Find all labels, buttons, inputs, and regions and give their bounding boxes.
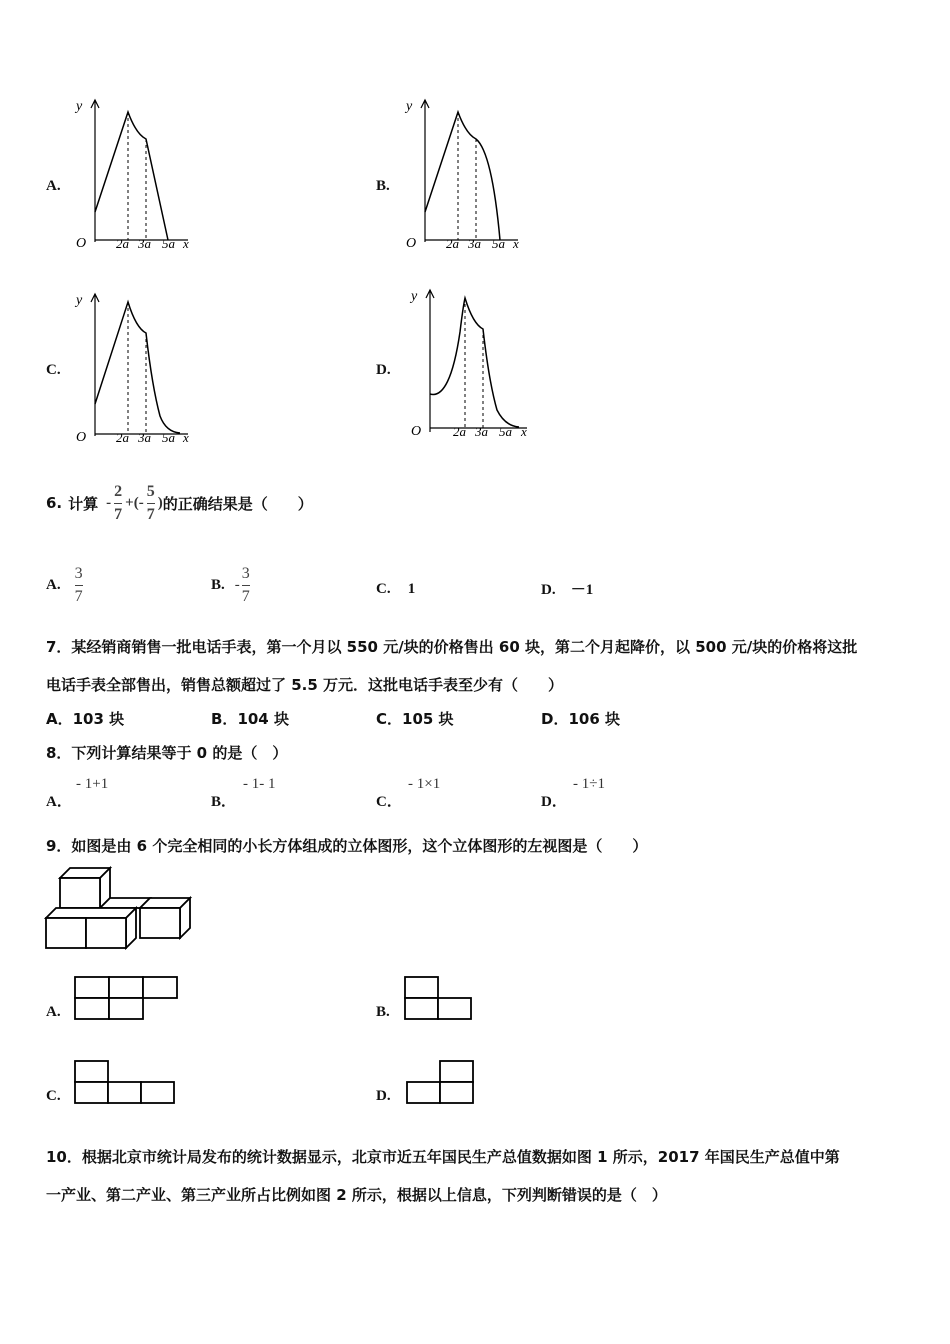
q6-expr-den1: 7 bbox=[114, 505, 123, 523]
q5-b-x-label: x bbox=[513, 236, 519, 251]
q5-a-origin: O bbox=[76, 236, 87, 251]
q5-graph-b bbox=[400, 92, 530, 254]
q9-stem: 9．如图是由 6 个完全相同的小长方体组成的立体图形，这个立体图形的左视图是（ ） bbox=[46, 837, 648, 855]
q7-option-d-label: D． bbox=[541, 710, 569, 728]
q6-option-b-sign: - bbox=[234, 576, 240, 593]
q5-a-x-label: x bbox=[183, 236, 189, 251]
q7-option-c-text: 105 块 bbox=[402, 710, 454, 728]
q5-b-tick-3a: 3a bbox=[468, 236, 481, 251]
q5-a-y-label: y bbox=[76, 99, 83, 114]
q6-stem bbox=[46, 468, 313, 538]
q5-option-b-label[interactable]: B. bbox=[376, 178, 390, 194]
q5-b-y-label: y bbox=[406, 99, 413, 114]
q8-option-c-label: C． bbox=[376, 794, 402, 810]
q6-option-c-text: 1 bbox=[407, 581, 416, 597]
q5-c-origin: O bbox=[76, 430, 87, 445]
q9-option-d-view[interactable] bbox=[404, 1058, 478, 1106]
q6-suffix: 的正确结果是（ ） bbox=[162, 494, 313, 513]
q6-expression bbox=[106, 483, 163, 523]
q8-option-b-expr: - 1- 1 bbox=[243, 776, 276, 792]
q5-d-curve bbox=[430, 298, 519, 427]
q9-option-c-label[interactable]: C. bbox=[46, 1088, 61, 1104]
q7-option-b[interactable] bbox=[211, 708, 289, 729]
q5-option-a-label[interactable]: A. bbox=[46, 178, 61, 194]
q8-option-c-expr: - 1×1 bbox=[408, 776, 441, 792]
q6-number: 6. bbox=[46, 494, 63, 512]
q5-graph-a bbox=[70, 92, 200, 254]
q6-expr-fraction-1 bbox=[114, 483, 122, 523]
q5-option-d-label[interactable]: D. bbox=[376, 362, 391, 378]
q9-option-a-label[interactable]: A. bbox=[46, 1004, 61, 1020]
q6-expr-close: ) bbox=[157, 494, 163, 511]
q9-option-b-view[interactable] bbox=[402, 974, 476, 1022]
q6-expr-plus: +(- bbox=[125, 494, 144, 511]
q5-b-tick-5a: 5a bbox=[492, 236, 505, 251]
q5-c-tick-3a: 3a bbox=[138, 430, 151, 445]
q5-c-x-label: x bbox=[183, 430, 189, 445]
q5-graph-d bbox=[405, 282, 540, 444]
q10-stem-line1: 10．根据北京市统计局发布的统计数据显示，北京市近五年国民生产总值数据如图 1 所示，2017 年国民生产总值中第 bbox=[46, 1148, 840, 1166]
q6-option-a[interactable] bbox=[46, 550, 83, 620]
q5-b-origin: O bbox=[406, 236, 417, 251]
q6-option-b-fraction bbox=[242, 565, 250, 605]
q6-option-d-label: D. bbox=[541, 582, 556, 598]
q5-a-tick-2a: 2a bbox=[116, 236, 129, 251]
q6-expr-fraction-2 bbox=[147, 483, 155, 523]
q8-option-a-label: A． bbox=[46, 794, 72, 810]
q6-option-a-den: 7 bbox=[74, 587, 83, 605]
q8-option-a-expr: - 1+1 bbox=[76, 776, 109, 792]
q7-option-b-text: 104 块 bbox=[237, 710, 289, 728]
q7-option-a-text: 103 块 bbox=[72, 710, 125, 728]
q6-option-d-text: －1 bbox=[570, 582, 594, 598]
q6-option-b-den: 7 bbox=[241, 587, 250, 605]
q5-option-c-label[interactable]: C. bbox=[46, 362, 61, 378]
q5-c-curve bbox=[95, 302, 180, 433]
q7-option-b-label: B． bbox=[211, 710, 238, 728]
q9-option-a-view[interactable] bbox=[72, 974, 182, 1022]
q5-c-tick-5a: 5a bbox=[162, 430, 175, 445]
q5-d-origin: O bbox=[411, 424, 422, 439]
q6-prefix: 计算 bbox=[68, 494, 99, 513]
q9-option-c-view[interactable] bbox=[72, 1058, 178, 1106]
q6-option-a-num: 3 bbox=[74, 564, 83, 582]
q5-a-curve bbox=[95, 112, 168, 240]
q7-stem-line1: 7．某经销商销售一批电话手表，第一个月以 550 元/块的价格售出 60 块，第二个月起降价，以 500 元/块的价格将这批 bbox=[46, 638, 858, 656]
q9-option-b-label[interactable]: B. bbox=[376, 1004, 390, 1020]
q5-d-x-label: x bbox=[521, 424, 527, 439]
q7-option-a-label: A． bbox=[46, 710, 73, 728]
q5-c-tick-2a: 2a bbox=[116, 430, 129, 445]
q9-solid-figure bbox=[44, 864, 198, 954]
q8-option-d-label: D． bbox=[541, 794, 567, 810]
q7-option-d-text: 106 块 bbox=[568, 710, 620, 728]
q5-graph-c bbox=[70, 286, 200, 448]
q5-c-y-label: y bbox=[76, 293, 83, 308]
q6-expr-num2: 5 bbox=[146, 482, 155, 500]
q6-option-b-label: B. bbox=[211, 576, 225, 593]
q5-a-tick-5a: 5a bbox=[162, 236, 175, 251]
q5-a-tick-3a: 3a bbox=[138, 236, 151, 251]
q5-b-curve bbox=[425, 112, 500, 240]
q6-option-b-num: 3 bbox=[241, 564, 250, 582]
q5-d-y-label: y bbox=[411, 289, 418, 304]
q6-option-a-fraction bbox=[75, 565, 83, 605]
q5-d-tick-3a: 3a bbox=[475, 424, 488, 439]
q6-option-c[interactable] bbox=[376, 578, 415, 598]
q8-stem: 8．下列计算结果等于 0 的是（ ） bbox=[46, 744, 288, 762]
q6-expr-den2: 7 bbox=[146, 505, 155, 523]
q8-option-d-expr: - 1÷1 bbox=[573, 776, 605, 792]
q7-stem-line2: 电话手表全部售出，销售总额超过了 5.5 万元．这批电话手表至少有（ ） bbox=[46, 676, 564, 694]
q5-d-tick-5a: 5a bbox=[499, 424, 512, 439]
q7-option-c-label: C． bbox=[376, 710, 403, 728]
q5-b-tick-2a: 2a bbox=[446, 236, 459, 251]
q6-option-c-label: C. bbox=[376, 581, 391, 597]
q6-option-d[interactable] bbox=[541, 578, 593, 599]
q8-option-b-label: B． bbox=[211, 794, 237, 810]
q6-expr-num1: 2 bbox=[114, 482, 123, 500]
q9-option-d-label[interactable]: D. bbox=[376, 1088, 391, 1104]
q6-option-b[interactable] bbox=[211, 550, 250, 620]
q6-expr-minus: - bbox=[106, 494, 112, 511]
q10-stem-line2: 一产业、第二产业、第三产业所占比例如图 2 所示，根据以上信息，下列判断错误的是（ ） bbox=[46, 1186, 667, 1204]
q7-option-c[interactable] bbox=[376, 708, 454, 729]
q5-d-tick-2a: 2a bbox=[453, 424, 466, 439]
q7-option-a[interactable] bbox=[46, 708, 124, 729]
q7-option-d[interactable] bbox=[541, 708, 620, 729]
q6-option-a-label: A. bbox=[46, 576, 61, 593]
